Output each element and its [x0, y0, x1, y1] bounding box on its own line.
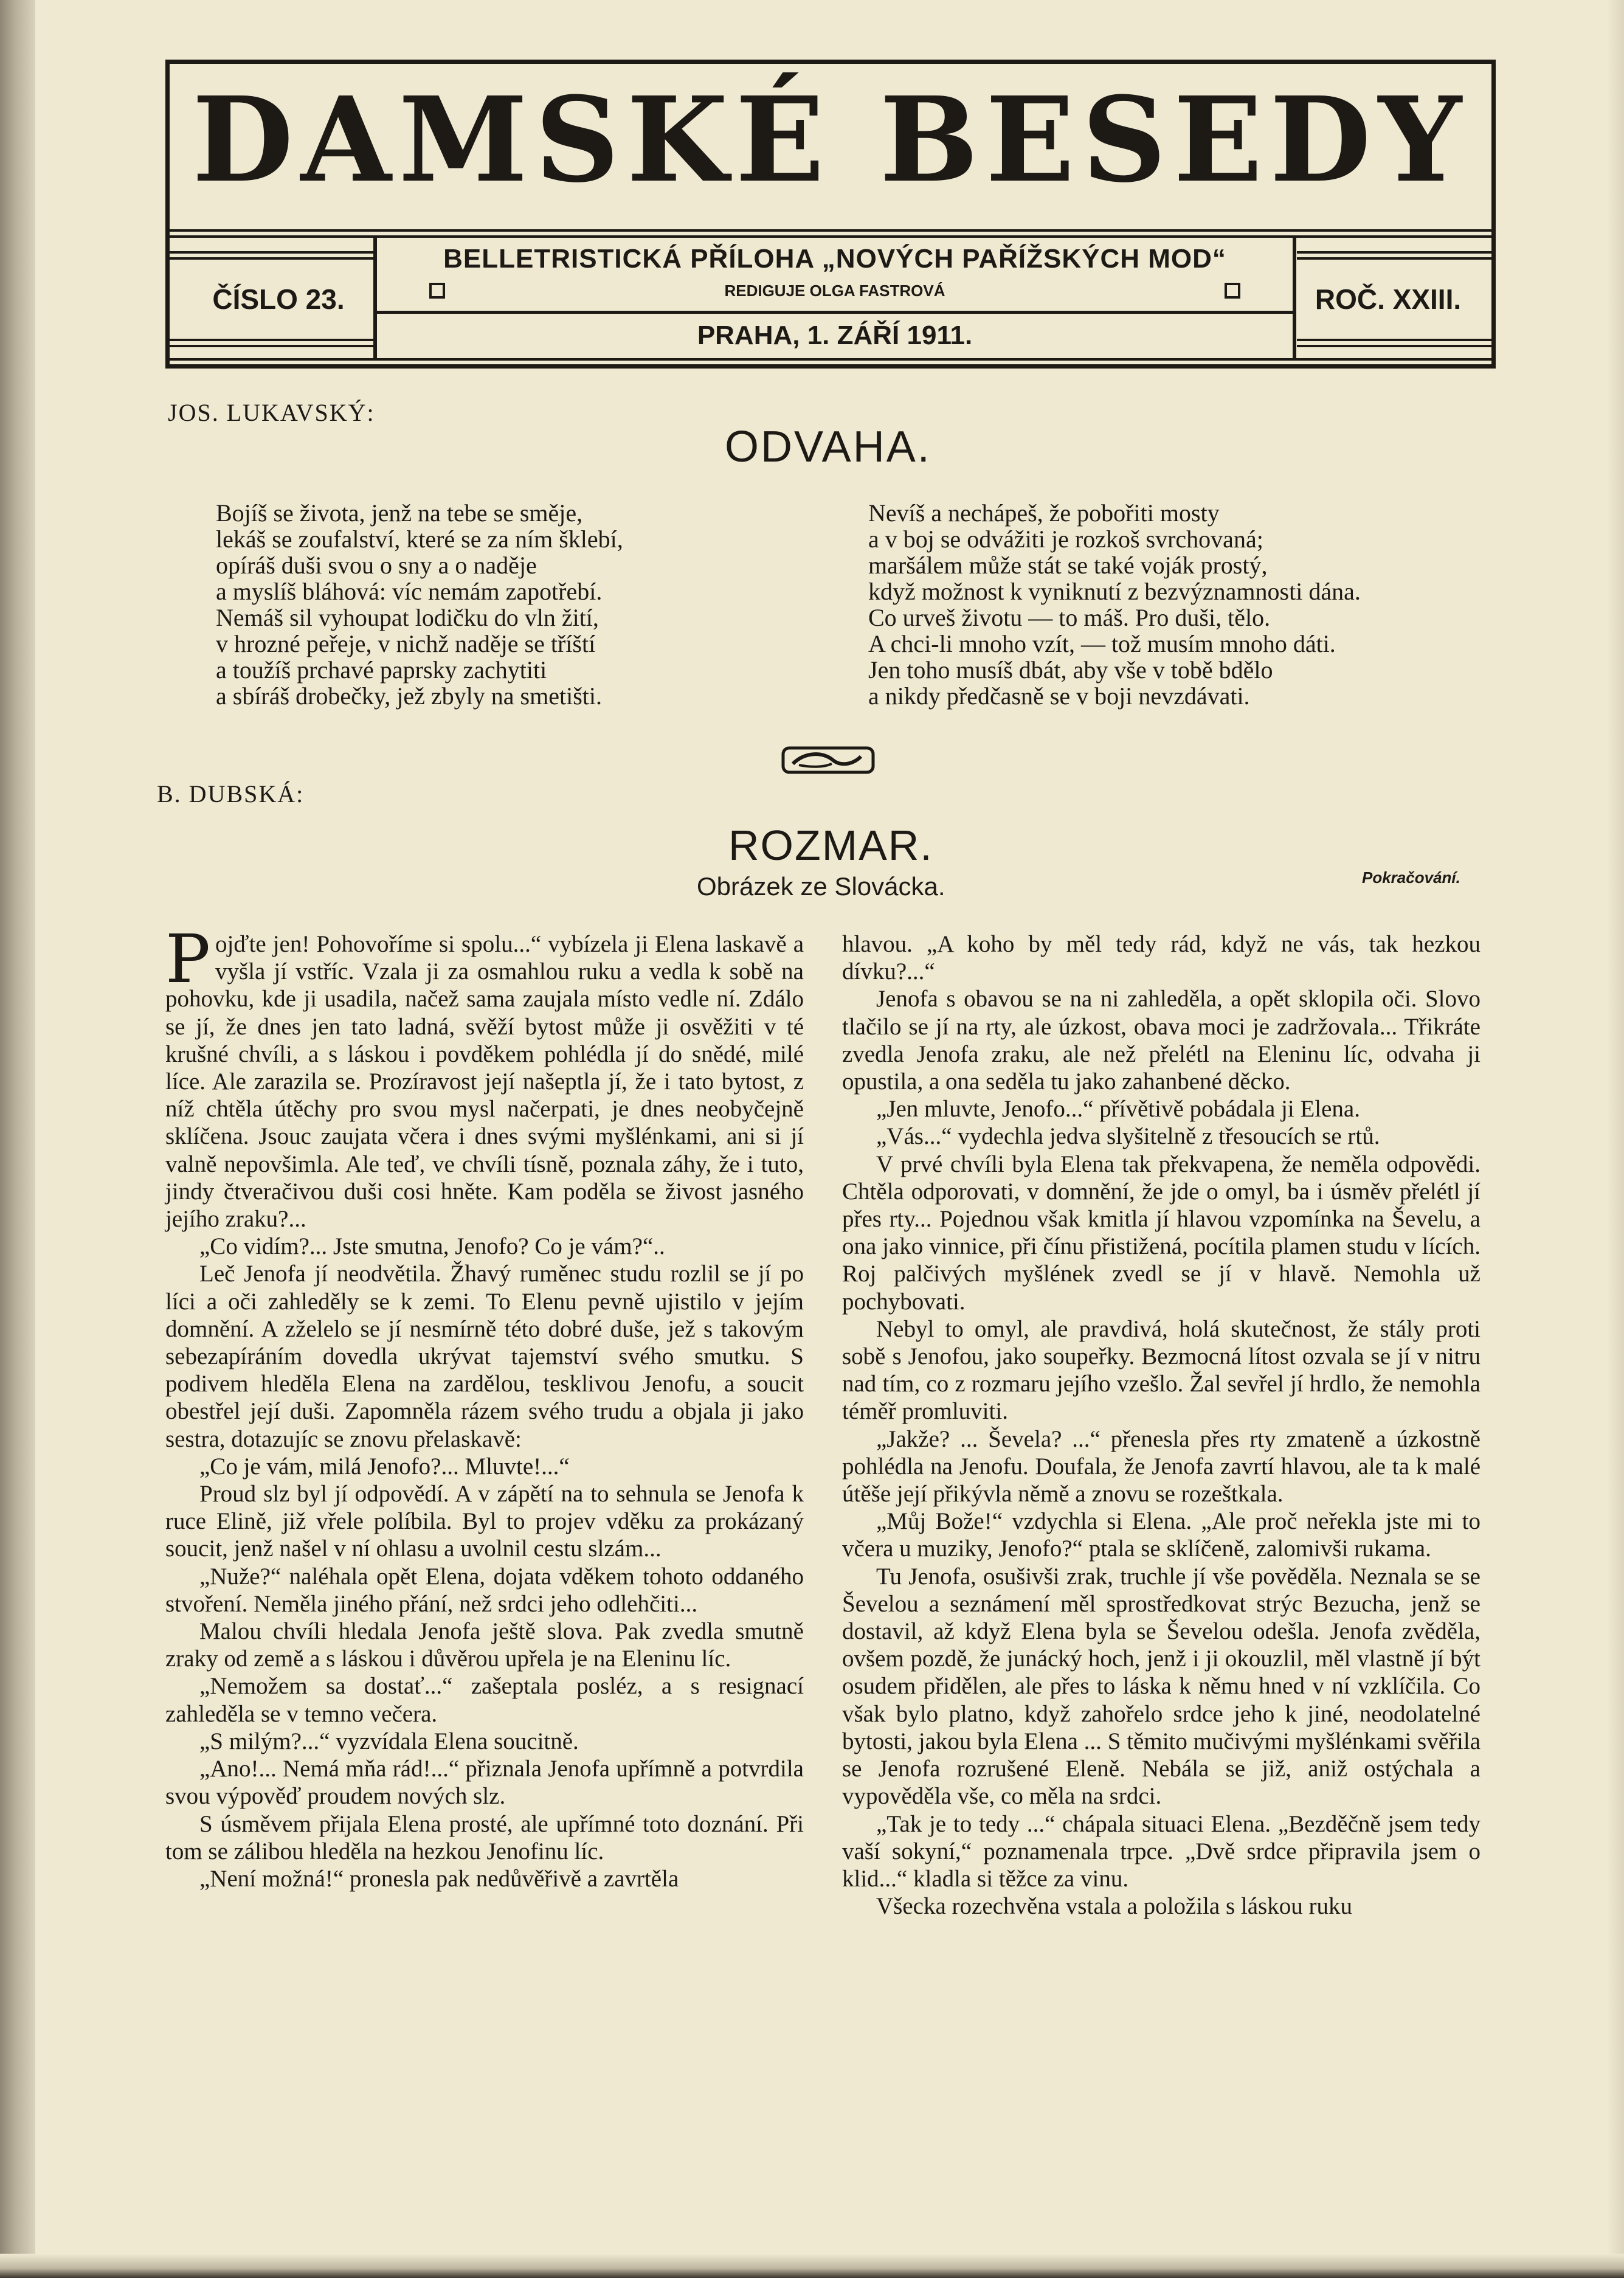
page-edge: [1607, 0, 1624, 2278]
poem-line: maršálem může stát se také voják prostý,: [868, 552, 1268, 579]
story-paragraph: „Jakže? ... Ševela? ...“ přenesla přes rty zmateně a úzkostně pohlédla na Jenofu. Doufala, že Jenofa zavrtí hlavou, ale ta k malé útěše její přikývla němě a znovu se rozeštkala.: [842, 1425, 1481, 1508]
volume-year: ROČ. XXIII.: [1315, 283, 1462, 315]
poem-line: a myslíš bláhová: víc nemám zapotřebí.: [216, 578, 603, 605]
poem-line: Bojíš se života, jenž na tebe se směje,: [216, 499, 583, 527]
poem-line: A chci-li mnoho vzít, — tož musím mnoho dáti.: [868, 630, 1336, 657]
story-paragraph: „Není možná!“ pronesla pak nedůvěřivě a zavrtěla: [199, 1865, 679, 1892]
poem-stanza-left: [216, 500, 623, 709]
masthead-rule: [1297, 345, 1491, 347]
story-paragraph: V prvé chvíli byla Elena tak překvapena, že neměla odpovědi. Chtěla odporovati, v domnění, že jde o omyl, ba i úsměv přelétl jí přes rty... Pojednou však kmitla jí hlavou vzpomínka na Ševelu, a ona jako vinnice, při čínu přistižená, pocítila plamen studu v lících. Roj palčivých myšlének zvedl se jí v hlavě. Nemohla už pochybovati.: [842, 1151, 1481, 1315]
masthead-rule: [170, 345, 373, 347]
story-paragraph: Všecka rozechvěna vstala a položila s láskou ruku: [876, 1893, 1352, 1920]
story-paragraph: „Co vidím?... Jste smutna, Jenofo? Co je vám?“..: [199, 1233, 665, 1260]
story-paragraph: „Nuže?“ naléhala opět Elena, dojata vděkem tohoto oddaného stvoření. Neměla jiného přání, než srdci jeho odlehčiti...: [165, 1563, 804, 1617]
story-paragraph: Nebyl to omyl, ale pravdivá, holá skutečnost, že stály proti sobě s Jenofou, jako soupeřky. Bezmocná lítost ozvala se jí v nitru nad tím, co z rozmaru jejího vzešlo. Žal sevřel jí hrdlo, že nemohla téměř promluviti.: [842, 1315, 1481, 1425]
masthead-subtitle: BELLETRISTICKÁ PŘÍLOHA „NOVÝCH PAŘÍŽSKÝCH MOD“: [443, 244, 1226, 274]
story-paragraph: „Můj Bože!“ vzdychla si Elena. „Ale proč neřekla jste mi to včera u muziky, Jenofo?“ ptala se sklíčeně, zalomivši rukama.: [842, 1508, 1481, 1562]
book-spine-shadow: [0, 0, 35, 2278]
masthead-rule: [1297, 251, 1491, 254]
masthead-rule: [1297, 257, 1491, 260]
masthead-title: DAMSKÉ BESEDY: [192, 72, 1469, 209]
story-paragraph: S úsměvem přijala Elena prosté, ale upřímné toto doznání. Při tom se zálibou hleděla na hezkou Jenofinu líc.: [165, 1810, 804, 1864]
masthead-editor: REDIGUJE OLGA FASTROVÁ: [724, 282, 945, 300]
page-bottom-shadow: [0, 2254, 1624, 2278]
masthead-rule: [170, 229, 1491, 232]
story-column-right: [842, 930, 1481, 1920]
issue-number: ČÍSLO 23.: [212, 283, 345, 315]
masthead-rule: [377, 311, 1293, 314]
story-paragraph: hlavou. „A koho by měl tedy rád, když ne vás, tak hezkou dívku?...“: [842, 931, 1481, 985]
story-title: ROZMAR.: [728, 822, 933, 869]
masthead-rule: [170, 251, 373, 254]
masthead-rule: [170, 257, 373, 260]
place-and-date: PRAHA, 1. ZÁŘÍ 1911.: [697, 320, 973, 350]
masthead-center-panel: [373, 235, 1296, 358]
masthead: [165, 60, 1496, 369]
story-paragraph: Proud slz byl jí odpovědí. A v zápětí na to sehnula se Jenofa k ruce Elině, již vřele políbila. Byl to projev vděku za prokázaný soucit, jenž našel v ní ohlasu a uvolnil cestu slzám...: [165, 1481, 804, 1562]
masthead-rule: [170, 358, 1491, 361]
poem-line: a nikdy předčasně se v boji nevzdávati.: [868, 682, 1250, 710]
story-paragraph: Leč Jenofa jí neodvětila. Žhavý ruměnec studu rozlil se jí po líci a oči zahleděly se k zemi. To Elenu pevně ujistilo v jejím domnění. A zželelo se jí nesmírně této dobré duše, jež s takovým sebezapíráním dovedla ukrývat tajemství svého smutku. S podivem hleděla Elena na zardělou, tesklivou Jenofu, a soucit obestřel její duši. Zapomněla rázem svého trudu a objala ji jako sestra, dotazujíc se znovu přelaskavě:: [165, 1261, 804, 1452]
story-paragraph: Malou chvíli hledala Jenofa ještě slova. Pak zvedla smutně zraky od země a s láskou i důvěrou upřela je na Eleninu líc.: [165, 1618, 804, 1672]
story-column-left: [165, 920, 804, 1892]
poem-line: Co urveš životu — to máš. Pro duši, tělo.: [868, 604, 1271, 631]
poem-line: když možnost k vyniknutí z bezvýznamnosti dána.: [868, 578, 1361, 605]
story-paragraph: „S milým?...“ vyzvídala Elena soucitně.: [199, 1728, 579, 1754]
masthead-rule: [1297, 339, 1491, 341]
story-author: B. DUBSKÁ:: [157, 780, 305, 808]
story-paragraph: „Ano!... Nemá mňa rád!...“ přiznala Jenofa upřímně a potvrdila svou výpověď proudem nových slz.: [165, 1756, 804, 1810]
poem-line: Nemáš sil vyhoupat lodičku do vln žití,: [216, 604, 599, 631]
poem-line: v hrozné peřeje, v nichž naděje se tříští: [216, 630, 596, 657]
poem-line: Nevíš a nechápeš, že pobořiti mosty: [868, 499, 1220, 527]
poem-line: a sbíráš drobečky, jež zbyly na smetišti.: [216, 682, 602, 710]
story-subtitle: Obrázek ze Slovácka.: [697, 872, 945, 901]
story-paragraph: „Nemožem sa dostať...“ zašeptala posléz, a s resignací zahleděla se v temno večera.: [165, 1673, 804, 1727]
story-paragraph: [165, 920, 804, 1233]
continuation-note: Pokračování.: [1362, 868, 1460, 887]
story-paragraph: „Vás...“ vydechla jedva slyšitelně z třesoucích se rtů.: [876, 1123, 1380, 1150]
poem-line: lekáš se zoufalství, které se za ním šklebí,: [216, 525, 623, 553]
poem-line: opíráš duši svou o sny a o naděje: [216, 552, 537, 579]
story-paragraph: „Tak je to tedy ...“ chápala situaci Elena. „Bezděčně jsem tedy vaší sokyní,“ poznamenala trpce. „Dvě srdce připravila jsem o klid...“ kladla si těžce za vinu.: [842, 1810, 1481, 1892]
masthead-rule: [170, 339, 373, 341]
poem-author: JOS. LUKAVSKÝ:: [168, 399, 375, 426]
poem-stanza-right: [868, 500, 1361, 709]
poem-title: ODVAHA.: [725, 423, 931, 471]
story-paragraph: „Jen mluvte, Jenofo...“ přívětivě pobádala ji Elena.: [876, 1096, 1360, 1123]
paragraph-text: ojďte jen! Pohovoříme si spolu...“ vybízela ji Elena laskavě a vyšla jí vstříc. Vzala ji za osmahlou ruku a vedla k sobě na pohovku, kde ji usadila, načež sama zaujala místo vedle ní. Zdálo se jí, že dnes jen tato ladná, svěží bytost může ji osvěžiti v té krušné chvíli, a s láskou i povděkem pohlédla jí do snědé, milé líce. Ale zarazila se. Prozíravost její našeptla jí, že i tato bytost, z níž chtěla útěchy pro svou mysl načerpati, je dnes neobyčejně sklíčena. Jsouc zaujata včera i dnes svými myšlénkami, ani si jí valně nepovšimla. Ale teď, ve chvíli tísně, poznala záhy, že i tuto, jindy čtveračivou duši cosi hněte. Kam poděla se živost jasného jejího zraku?...: [165, 931, 804, 1233]
poem-line: a toužíš prchavé paprsky zachytiti: [216, 656, 547, 684]
poem-line: a v boj se odvážiti je rozkoš svrchovaná;: [868, 525, 1263, 553]
drop-cap: P: [165, 920, 211, 998]
story-paragraph: Tu Jenofa, osušivši zrak, truchle jí vše pověděla. Neznala se se Ševelou a seznámení měl sprostředkovat strýc Bezucha, jenž se dostavil, až když Elena byla se Ševelou odešla. Jenofa zvěděla, ovšem pozdě, že junácký hoch, jenž i ji okouzlil, měl vlastně jí být osudem přidělen, ale přes to láska k němu hned v ní vzklíčila. Co však bylo platno, když zahořelo srdce jeho k jiné, neodolatelné bytosti, jakou byla Elena ... S těmito mučivými myšlénkami svěřila se Jenofa rozrušené Eleně. Nebála se již, aniž ostýchala a vypověděla vše, co měla na srdci.: [842, 1563, 1481, 1810]
square-ornament-icon: [1225, 283, 1240, 299]
poem-line: Jen toho musíš dbát, aby vše v tobě bdělo: [868, 656, 1273, 684]
story-paragraph: Jenofa s obavou se na ni zahleděla, a opět sklopila oči. Slovo tlačilo se jí na rty, ale úzkost, obava moci je zadržovala... Třikráte zvedla Jenofa zraku, ale než přelétl na Eleninu líc, odvaha ji opustila, a ona seděla tu jako zahanbené děcko.: [842, 986, 1481, 1095]
scroll-ornament-icon: [781, 743, 876, 776]
story-paragraph: „Co je vám, milá Jenofo?... Mluvte!...“: [199, 1453, 570, 1480]
